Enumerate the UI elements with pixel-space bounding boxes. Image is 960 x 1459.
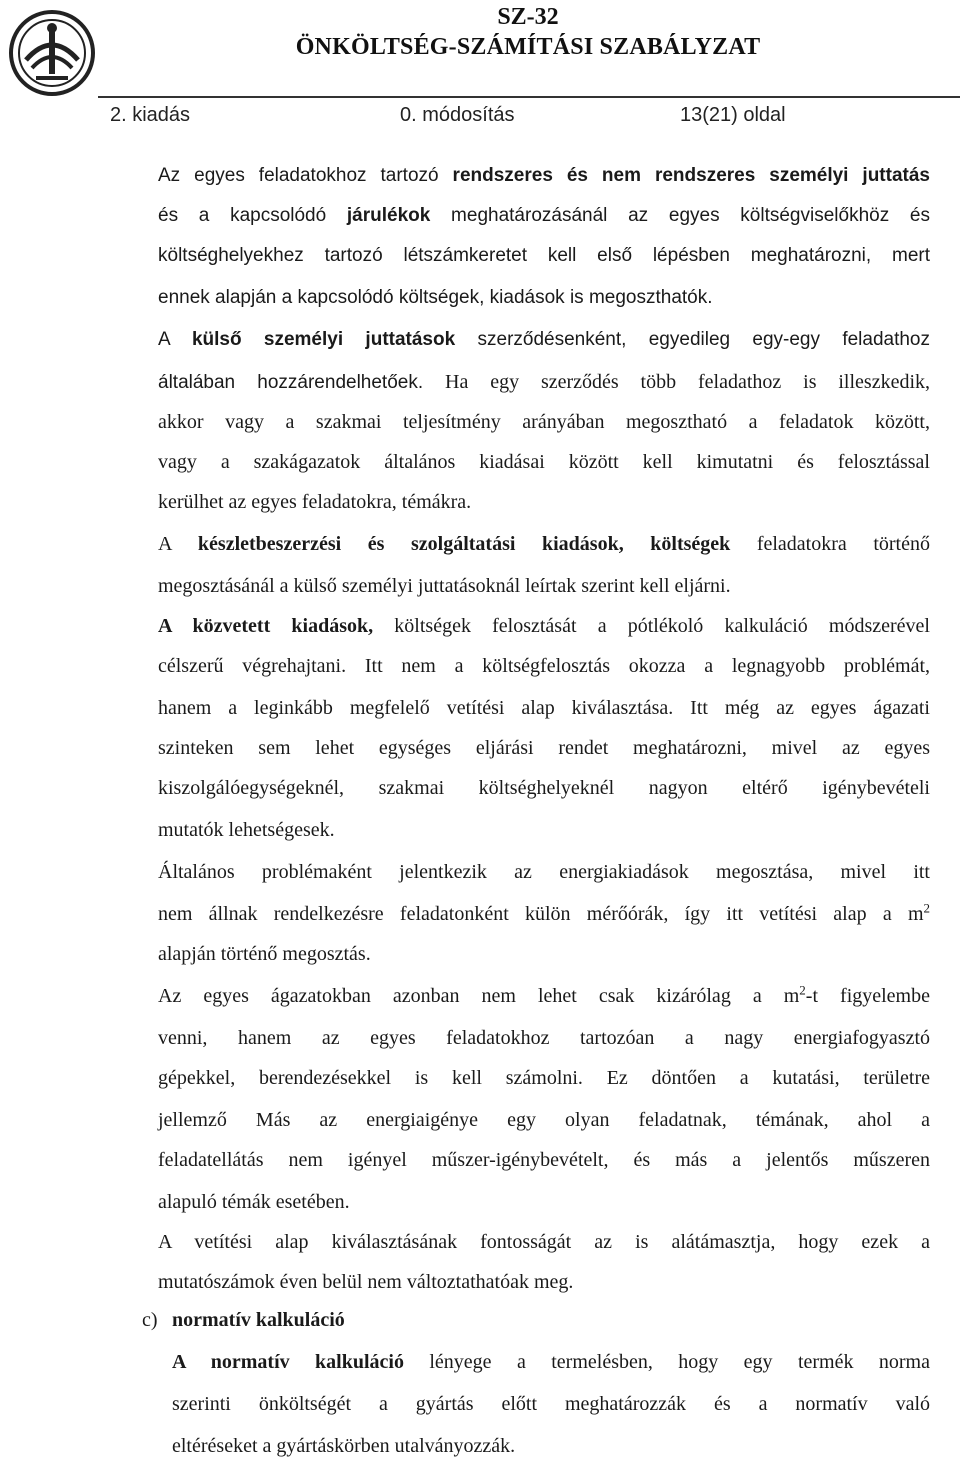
- paragraph-line: alapuló témák esetében.: [158, 1191, 350, 1213]
- paragraph-line: nem állnak rendelkezésre feladatonként külön mérőórák, így itt vetítési alap a $m^2$: [158, 900, 930, 925]
- paragraph-line: eltéréseket a gyártáskörben utalványozzák.: [172, 1435, 516, 1457]
- paragraph-line: venni, hanem az egyes feladatokhoz tartozóan a nagy energiafogyasztó: [158, 1027, 930, 1049]
- edition-label: 2. kiadás: [110, 104, 191, 126]
- modification-label: 0. módosítás: [400, 104, 515, 126]
- paragraph-line: mutatók lehetségesek.: [158, 819, 335, 841]
- list-marker: c): [142, 1309, 158, 1331]
- paragraph-line: alapján történő megosztás.: [158, 943, 371, 965]
- paragraph-line: hanem a leginkább megfelelő vetítési alap kiválasztása. Itt még az egyes ágazati: [158, 697, 930, 719]
- page-number: 13(21) oldal: [680, 104, 786, 126]
- paragraph-line: Az egyes feladatokhoz tartozó rendszeres és nem rendszeres személyi juttatás: [158, 165, 930, 186]
- paragraph-line: és a kapcsolódó járulékok meghatározásánál az egyes költségviselőkhöz és: [158, 205, 930, 226]
- paragraph-line: A külső személyi juttatások szerződésenként, egyedileg egy-egy feladathoz: [158, 329, 931, 350]
- university-logo-icon: [6, 8, 98, 98]
- list-item-title: normatív kalkuláció: [172, 1309, 345, 1331]
- paragraph-line: A közvetett kiadások, költségek felosztását a pótlékoló kalkuláció módszerével: [158, 615, 930, 637]
- paragraph-line: A készletbeszerzési és szolgáltatási kiadások, költségek feladatokra történő: [158, 533, 930, 555]
- paragraph-line: szinteken sem lehet egységes eljárási rendet meghatározni, mivel az egyes: [158, 737, 930, 759]
- paragraph-line: mutatószámok éven belül nem változtathatóak meg.: [158, 1271, 574, 1293]
- paragraph-line: gépekkel, berendezésekkel is kell számolni. Ez döntően a kutatási, területre: [158, 1067, 930, 1089]
- header-divider: [98, 96, 960, 98]
- paragraph-line: megosztásánál a külső személyi juttatásoknál leírtak szerint kell eljárni.: [158, 575, 731, 597]
- paragraph-line: jellemző Más az energiaigénye egy olyan feladatnak, témának, ahol a: [158, 1109, 930, 1131]
- paragraph-line: szerinti önköltségét a gyártás előtt meghatározzák és a normatív való: [172, 1393, 930, 1415]
- paragraph-line: Általános problémaként jelentkezik az energiakiadások megosztása, mivel itt: [158, 861, 930, 883]
- paragraph-line: ennek alapján a kapcsolódó költségek, kiadások is megoszthatók.: [158, 287, 713, 308]
- paragraph-line: Az egyes ágazatokban azonban nem lehet csak kizárólag a $m^2-t$ figyelembe: [158, 982, 930, 1007]
- paragraph-line: A normatív kalkuláció lényege a termelésben, hogy egy termék norma: [172, 1351, 930, 1373]
- paragraph-line: kerülhet az egyes feladatokra, témákra.: [158, 491, 472, 513]
- paragraph-line: költséghelyekhez tartozó létszámkeretet kell első lépésben meghatározni, mert: [158, 245, 930, 266]
- document-code: SZ-32: [497, 4, 559, 30]
- list-item-heading: [142, 1308, 345, 1332]
- paragraph-line: általában hozzárendelhetőek. Ha egy szerződés több feladathoz is illeszkedik,: [158, 371, 930, 393]
- paragraph-line: célszerű végrehajtani. Itt nem a költségfelosztás okozza a legnagyobb problémát,: [158, 655, 930, 677]
- paragraph-line: akkor vagy a szakmai teljesítmény arányában megosztható a feladatok között,: [158, 411, 930, 433]
- document-title: ÖNKÖLTSÉG-SZÁMÍTÁSI SZABÁLYZAT: [295, 34, 761, 60]
- page-header: [0, 0, 960, 140]
- paragraph-line: A vetítési alap kiválasztásának fontosságát az is alátámasztja, hogy ezek a: [158, 1231, 930, 1253]
- paragraph-line: kiszolgálóegységeknél, szakmai költséghelyeknél nagyon eltérő igénybevételi: [158, 777, 930, 799]
- paragraph-line: vagy a szakágazatok általános kiadásai között kell kimutatni és felosztással: [158, 451, 930, 473]
- paragraph-line: feladatellátás nem igényel műszer-igénybevételt, és más a jelentős műszeren: [158, 1149, 930, 1171]
